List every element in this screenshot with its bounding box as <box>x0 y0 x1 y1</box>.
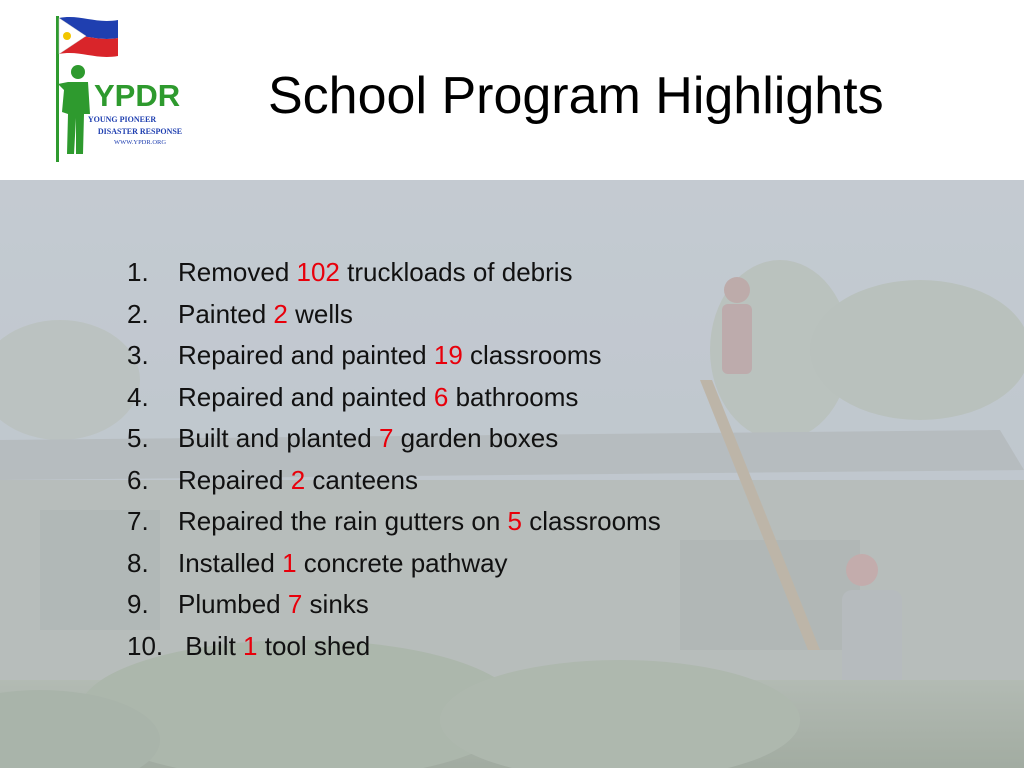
list-item-number: 2. <box>127 298 149 329</box>
list-item-number: 9. <box>127 589 149 620</box>
list-item <box>127 460 661 502</box>
list-item-count: 6 <box>433 381 449 412</box>
list-item-text <box>178 465 418 496</box>
list-item-count: 2 <box>290 464 306 495</box>
logo-ypdr-text: YPDR <box>94 78 181 113</box>
list-item-text-after: truckloads of debris <box>339 257 573 288</box>
list-item-text-after: classrooms <box>522 506 661 537</box>
list-item-text-before: Installed <box>178 547 283 578</box>
list-item-text-before: Repaired and painted <box>178 381 434 412</box>
list-item-text <box>178 506 661 537</box>
list-item-number: 6. <box>127 464 149 495</box>
logo-url-text: WWW.YPDR.ORG <box>113 139 167 146</box>
highlights-list <box>127 252 661 667</box>
list-item-text-after: bathrooms <box>448 381 579 412</box>
list-item <box>127 626 661 668</box>
list-item-text-after: garden boxes <box>393 423 559 454</box>
ypdr-logo-graphic <box>50 14 200 164</box>
page-title: School Program Highlights <box>268 67 884 125</box>
list-item-number: 1. <box>127 257 149 288</box>
list-item <box>127 543 661 585</box>
list-item-text-before: Repaired <box>178 464 291 495</box>
list-item-text <box>178 340 602 371</box>
list-item <box>127 377 661 419</box>
list-item-text <box>178 257 573 288</box>
list-item-text <box>178 299 353 330</box>
ypdr-logo <box>50 14 200 164</box>
list-item-text-after: canteens <box>305 464 418 495</box>
list-item-number: 3. <box>127 340 149 371</box>
list-item-text-after: tool shed <box>257 630 371 661</box>
list-item-text <box>178 382 578 413</box>
list-item <box>127 418 661 460</box>
list-item <box>127 501 661 543</box>
list-item-text-before: Built <box>178 630 244 661</box>
list-item-count: 2 <box>273 298 288 329</box>
list-item-text-before: Painted <box>178 298 274 329</box>
list-item-count: 1 <box>243 630 258 661</box>
list-item-text <box>178 631 370 662</box>
list-item-text-after: sinks <box>302 589 369 620</box>
list-item <box>127 294 661 336</box>
logo-line1-text: YOUNG PIONEER <box>87 115 157 124</box>
list-item-text-after: classrooms <box>462 340 602 371</box>
list-item-text-after: wells <box>287 298 353 329</box>
list-item-text-before: Plumbed <box>178 589 288 620</box>
slide-header <box>0 0 1024 180</box>
list-item-number: 10. <box>127 630 164 661</box>
list-item-text-before: Repaired the rain gutters on <box>178 506 508 537</box>
logo-line2-text: DISASTER RESPONSE <box>97 127 183 136</box>
list-item-number: 4. <box>127 381 149 412</box>
list-item <box>127 335 661 377</box>
list-item-count: 5 <box>507 506 523 537</box>
list-item-number: 7. <box>127 506 149 537</box>
list-item-text-before: Built and planted <box>178 423 379 454</box>
list-item-count: 7 <box>287 589 303 620</box>
list-item <box>127 584 661 626</box>
list-item-text-before: Removed <box>178 257 297 288</box>
list-item-count: 19 <box>433 340 463 371</box>
list-item-count: 7 <box>378 423 394 454</box>
list-item <box>127 252 661 294</box>
list-item-count: 1 <box>282 547 297 578</box>
list-item-number: 5. <box>127 423 149 454</box>
list-item-count: 102 <box>296 257 340 288</box>
list-item-text-before: Repaired and painted <box>178 340 434 371</box>
list-item-text-after: concrete pathway <box>296 547 508 578</box>
list-item-text <box>178 548 508 579</box>
list-item-text <box>178 423 558 454</box>
list-item-text <box>178 589 369 620</box>
list-item-number: 8. <box>127 547 149 578</box>
